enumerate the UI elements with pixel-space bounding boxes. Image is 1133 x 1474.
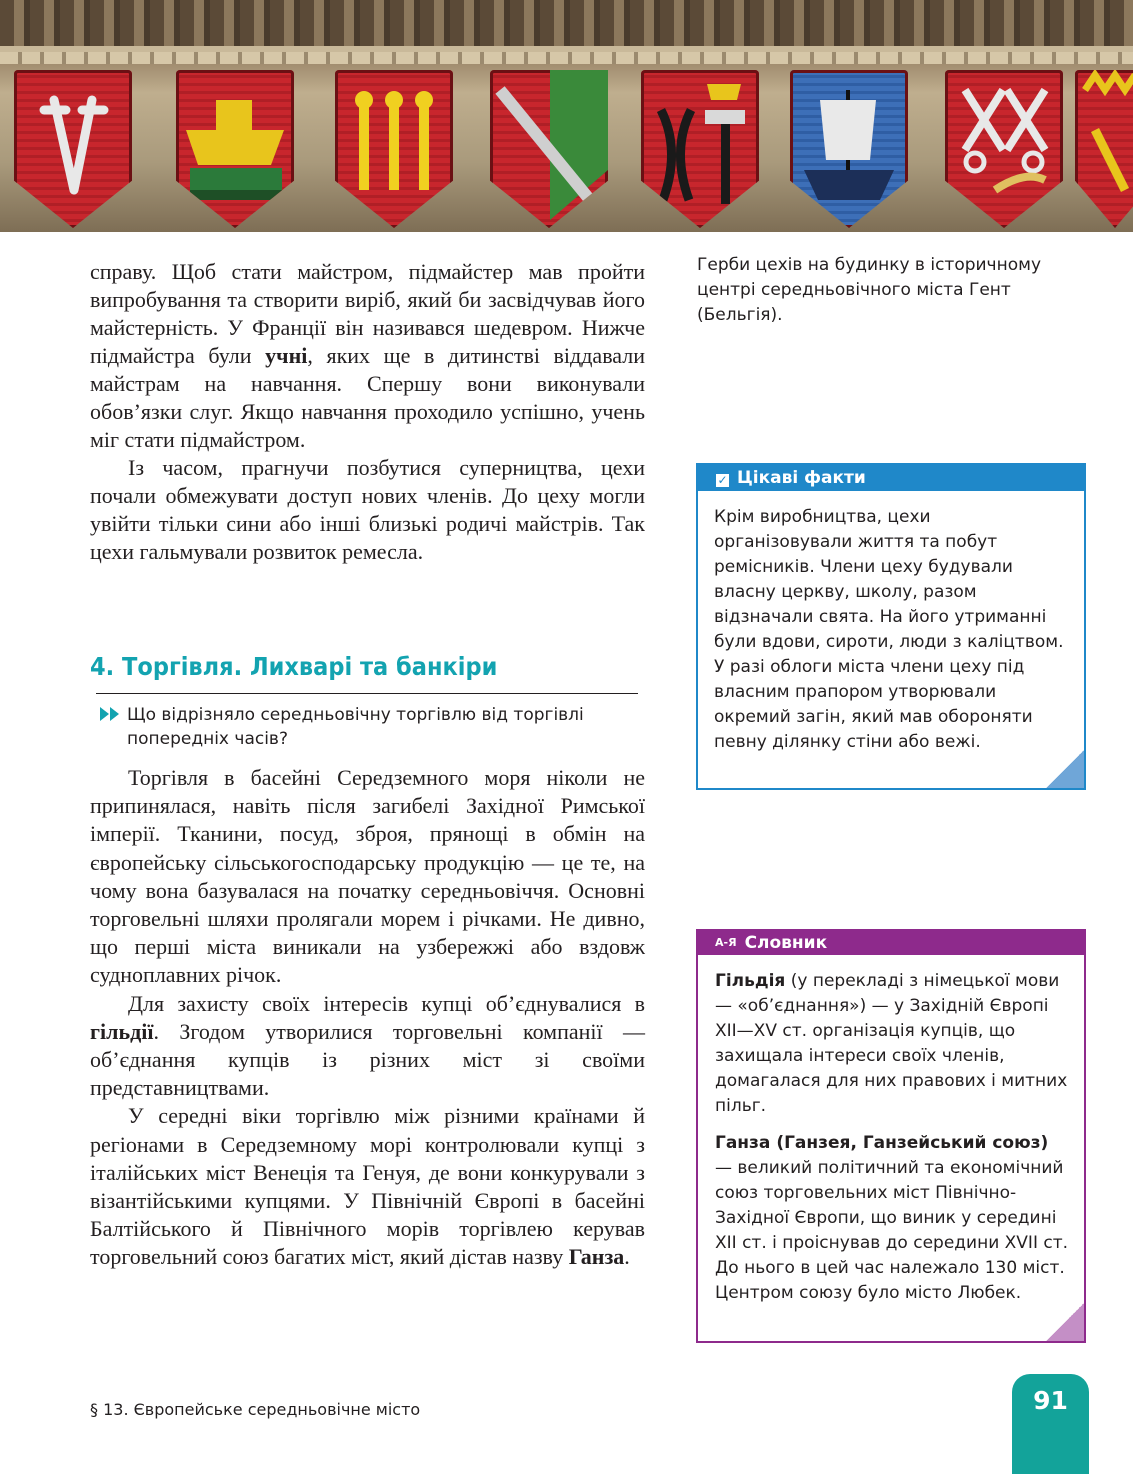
paragraph-mediterranean-trade: Торгівля в басейні Середземного моря ніколи не припинялася, навіть після загибелі Західної Римської імперії. Тканини, посуд, зброя, прянощі в обмін на європейську сільськогосподарську продукцію — це те, на чому вона базувалася на початку середньовіччя. Основні торговельні шляхи пролягали морем і річками. Не дивно, що перші міста виникали на узбережжі або вздовж судноплавних річок. [90,765,645,988]
glossary-entry-hansa [715,1131,1068,1306]
glossary-entry-guild [715,969,1068,1119]
shield-crown-icon [1075,70,1133,228]
glossary-term: Ганза (Ганзея, Ганзейський союз) [715,1133,1049,1153]
glossary-title: Словник [744,933,828,953]
glossary-term: Гільдія [715,971,786,991]
photo-caption: Герби цехів на будинку в історичному центрі середньовічного міста Гент (Бельгія). [697,255,1042,325]
page-number: 91 [1012,1374,1089,1474]
question-text: Що відрізняло середньовічну торгівлю від торгівлі попередніх часів? [127,705,584,749]
cornice-decoration [0,0,1133,52]
paragraph-hansa: У середні віки торгівлю між різними країнами й регіонами в Середземному морі контролювали купці з італійських міст Венеція та Генуя, де вони конкурували з візантійськими купцями. У Північній Європі в басейні Балтійського й Північного морів торгівлею керував торговельний союз багатих міст, який дістав назву Ганза. [90,1103,645,1270]
chapter-footer: § 13. Європейське середньовічне місто [90,1400,421,1419]
glossary-header [698,931,1084,955]
double-arrow-icon [100,707,122,721]
shield-sailing-ship-icon [790,70,908,228]
facts-title: Цікаві факти [737,468,866,488]
main-text-continued [90,258,645,566]
shield-ship-icon [176,70,294,228]
paragraph-guilds: Для захисту своїх інтересів купці об’єднувалися в гільдії. Згодом утворилися торговельні компанії — об’єднання купців із різних міст зі своїми представництвами. [90,990,645,1101]
shield-candles-icon [335,70,453,228]
corner-decoration [1046,1303,1084,1341]
cornice-molding [0,52,1133,64]
checkbox-icon: ✓ [717,473,728,487]
glossary-body [698,955,1084,1306]
glossary-box [696,929,1086,1343]
interesting-facts-box [696,463,1086,790]
section-question [100,703,640,751]
paragraph-apprentices: справу. Щоб стати майстром, підмайстер мав пройти випробування та створити виріб, який би засвідчував його майстерність. У Франції він називався шедевром. Нижче підмайстра були учні, яких ще в дитинстві віддавали майстрам на навчання. Спершу вони виконували обов’язки слуг. Якщо навчання проходило успішно, учень міг стати підмайстром. [90,259,646,452]
paragraph-guild-restrictions: Із часом, прагнучи позбутися суперництва, цехи почали обмежувати доступ нових членів. До цеху могли увійти тільки сини або інші близькі родичі майстрів. Так цехи гальмували розвиток ремесла. [90,455,645,564]
term-apprentices: учні [265,343,308,368]
term-guilds: гільдії [90,1018,154,1044]
shield-scissors-icon [945,70,1063,228]
term-hansa: Ганза [568,1244,625,1270]
glossary-badge-icon: А-Я [715,936,737,949]
section-heading: 4. Торгівля. Лихварі та банкіри [90,652,498,681]
section-body [90,764,645,1272]
glossary-definition: (у перекладі з німецької мови — «об’єднання») — у Західній Європі XII—XV ст. організація купців, що захищала інтереси своїх членів, домагалася для них правових і митних пільг. [715,971,1068,1116]
shield-tool-diagonal-icon [490,70,608,228]
heading-divider [96,693,638,694]
glossary-definition: — великий політичний та економічний союз торговельних міст Північно-Західної Європи, що виник у середині XII ст. і проіснував до середини XVII ст. До нього в цей час належало 130 міст. Центром союзу було місто Любек. [715,1158,1069,1303]
facts-header [698,465,1084,491]
shield-tools-icon [14,70,132,228]
guild-coats-of-arms-photo [0,0,1133,232]
facts-text: Крім виробництва, цехи організовували життя та побут ремісників. Члени цеху будували власну церкву, школу, разом відзначали свята. На його утриманні були вдови, сироти, люди з каліцтвом. У разі облоги міста члени цеху під власним прапором утворювали окремий загін, який мав обороняти певну ділянку стіни або вежі. [714,507,1064,752]
corner-decoration [1046,750,1084,788]
shield-pincers-hammer-icon [641,70,759,228]
